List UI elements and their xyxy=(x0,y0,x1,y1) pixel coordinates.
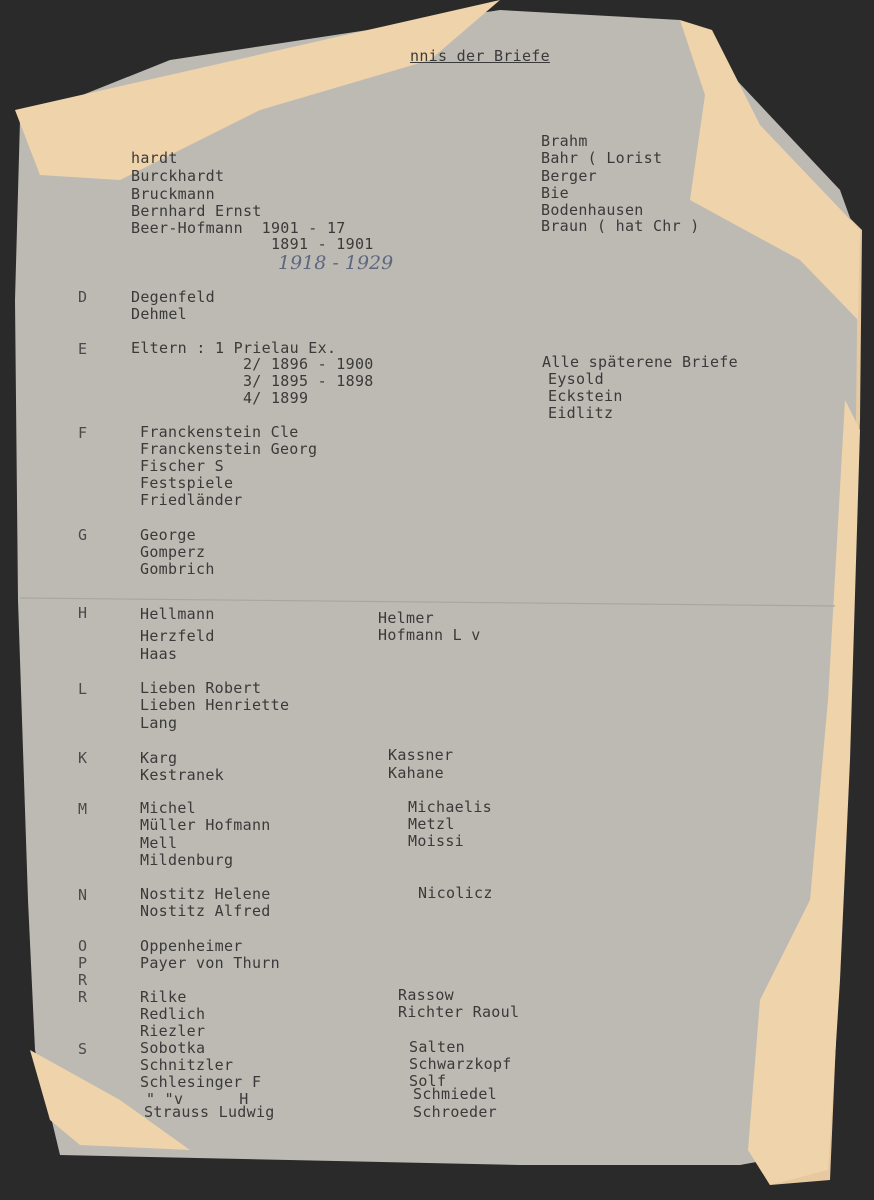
name-entry: Bruckmann xyxy=(131,185,215,203)
name-entry: Hellmann xyxy=(140,605,215,623)
name-entry: Franckenstein Cle xyxy=(140,423,299,441)
name-entry: Mell xyxy=(140,834,178,852)
name-entry: " "v H xyxy=(146,1090,249,1108)
name-entry: Dehmel xyxy=(131,305,187,323)
name-entry: George xyxy=(140,526,196,544)
name-entry: Burckhardt xyxy=(131,167,225,185)
name-entry: Brahm xyxy=(541,132,588,150)
section-letter: S xyxy=(78,1040,88,1058)
name-entry: Eidlitz xyxy=(548,404,614,422)
name-entry: Braun ( hat Chr ) xyxy=(541,217,700,235)
section-letter: D xyxy=(78,288,88,306)
name-entry: Bie xyxy=(541,184,569,202)
name-entry: Fischer S xyxy=(140,457,224,475)
name-entry: Gomperz xyxy=(140,543,206,561)
name-entry: Bahr ( Lorist xyxy=(541,149,663,167)
name-entry: Alle späterene Briefe xyxy=(542,353,738,371)
name-entry: Festspiele xyxy=(140,474,234,492)
name-entry: Kahane xyxy=(388,764,444,782)
name-entry: Payer von Thurn xyxy=(140,954,280,972)
name-entry: Herzfeld xyxy=(140,627,215,645)
name-entry: Solf xyxy=(409,1072,447,1090)
section-letter: K xyxy=(78,749,88,767)
name-entry: Rassow xyxy=(398,986,454,1004)
section-letter: P xyxy=(78,954,88,972)
name-entry: Kestranek xyxy=(140,766,224,784)
name-entry: Moissi xyxy=(408,832,464,850)
name-entry: Nostitz Alfred xyxy=(140,902,271,920)
name-entry: Richter Raoul xyxy=(398,1003,520,1021)
name-entry: Nostitz Helene xyxy=(140,885,271,903)
section-letter: F xyxy=(78,424,88,442)
name-entry: Schlesinger F xyxy=(140,1073,262,1091)
name-entry: Riezler xyxy=(140,1022,206,1040)
name-entry: Michel xyxy=(140,799,196,817)
name-entry: Eckstein xyxy=(548,387,623,405)
name-entry: Schwarzkopf xyxy=(409,1055,512,1073)
section-letter: N xyxy=(78,886,88,904)
name-entry: Eltern : 1 Prielau Ex. xyxy=(131,339,337,357)
page-title: nnis der Briefe xyxy=(410,47,550,65)
name-entry: hardt xyxy=(131,149,178,167)
name-entry: Bodenhausen xyxy=(541,201,644,219)
name-entry: Berger xyxy=(541,167,597,185)
name-entry: Degenfeld xyxy=(131,288,215,306)
handwritten-date-range: 1918 - 1929 xyxy=(278,252,394,274)
name-entry: Friedländer xyxy=(140,491,243,509)
name-entry: Helmer xyxy=(378,609,434,627)
name-entry: Karg xyxy=(140,749,178,767)
name-entry: Rilke xyxy=(140,988,187,1006)
name-entry: Oppenheimer xyxy=(140,937,243,955)
section-letter: L xyxy=(78,680,88,698)
name-entry: Beer-Hofmann 1901 - 17 xyxy=(131,219,346,237)
name-entry: Bernhard Ernst xyxy=(131,202,262,220)
name-entry: 2/ 1896 - 1900 xyxy=(131,355,374,373)
name-entry: 4/ 1899 xyxy=(131,389,309,407)
name-entry: Schmiedel xyxy=(413,1085,497,1103)
section-letter: M xyxy=(78,800,88,818)
name-entry: 3/ 1895 - 1898 xyxy=(131,372,374,390)
name-entry: Sobotka xyxy=(140,1039,206,1057)
name-entry: Michaelis xyxy=(408,798,492,816)
name-entry: Franckenstein Georg xyxy=(140,440,318,458)
name-entry: Strauss Ludwig xyxy=(144,1103,275,1121)
section-letter: H xyxy=(78,604,88,622)
name-entry: 1891 - 1901 xyxy=(131,235,374,253)
name-entry: Lieben Henriette xyxy=(140,696,290,714)
name-entry: Gombrich xyxy=(140,560,215,578)
name-entry: Kassner xyxy=(388,746,454,764)
section-letter: R xyxy=(78,971,88,989)
name-entry: Müller Hofmann xyxy=(140,816,271,834)
name-entry: Hofmann L v xyxy=(378,626,481,644)
name-entry: Lieben Robert xyxy=(140,679,262,697)
name-entry: Mildenburg xyxy=(140,851,234,869)
name-entry: Redlich xyxy=(140,1005,206,1023)
name-entry: Metzl xyxy=(408,815,455,833)
section-letter: O xyxy=(78,937,88,955)
name-entry: Nicolicz xyxy=(418,884,493,902)
section-letter: R xyxy=(78,988,88,1006)
section-letter: E xyxy=(78,340,88,358)
name-entry: Haas xyxy=(140,645,178,663)
name-entry: Salten xyxy=(409,1038,465,1056)
name-entry: Eysold xyxy=(548,370,604,388)
section-letter: G xyxy=(78,526,88,544)
name-entry: Schroeder xyxy=(413,1103,497,1121)
name-entry: Lang xyxy=(140,714,178,732)
name-entry: Schnitzler xyxy=(140,1056,234,1074)
